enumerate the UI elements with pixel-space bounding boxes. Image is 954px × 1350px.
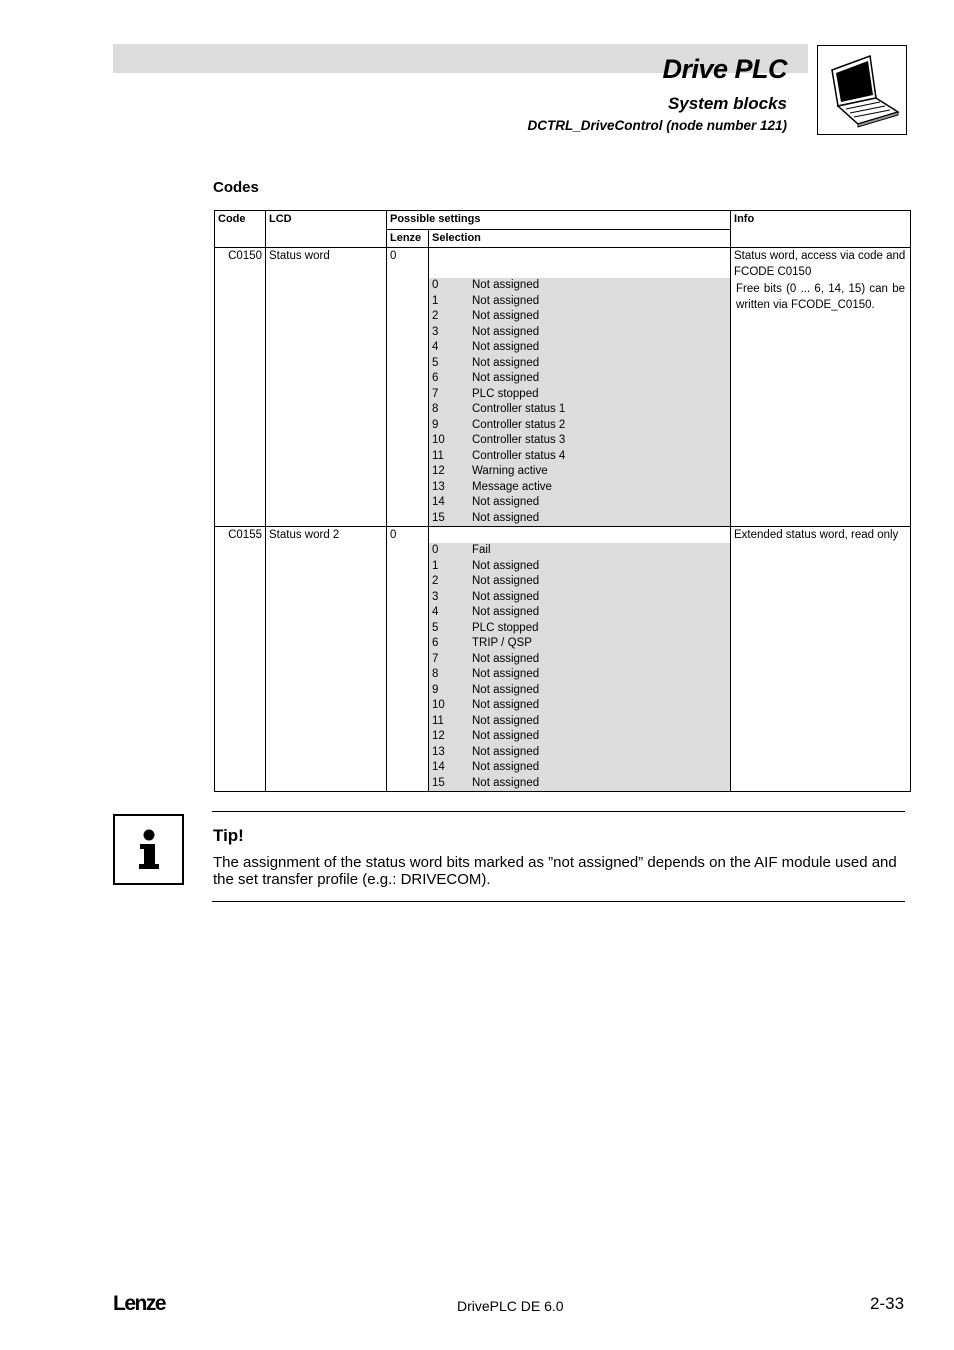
lcd-cell: Status word — [266, 248, 387, 527]
list-item — [429, 745, 730, 761]
bit-label: Controller status 4 — [472, 449, 566, 462]
bit-label: Not assigned — [472, 590, 540, 603]
bit-number: 4 — [432, 341, 439, 353]
bit-number: 12 — [432, 730, 445, 742]
info-icon — [113, 814, 184, 885]
list-item — [429, 340, 730, 356]
list-item — [429, 511, 730, 527]
list-item — [429, 590, 730, 606]
bit-label: Fail — [472, 544, 491, 556]
list-item — [429, 652, 730, 668]
list-item — [429, 543, 730, 559]
list-item — [429, 309, 730, 325]
svg-text:Lenze: Lenze — [113, 1292, 166, 1315]
table-row — [215, 248, 911, 527]
info-text: Status word, access via code and FCODE C0150 — [734, 250, 906, 278]
selection-spacer — [429, 527, 730, 543]
laptop-icon — [817, 45, 907, 135]
info-cell — [731, 248, 911, 527]
col-lcd-header: LCD — [266, 211, 387, 248]
bit-label: Not assigned — [472, 356, 540, 369]
bit-label: Not assigned — [472, 279, 540, 291]
bit-label: Not assigned — [472, 745, 540, 758]
lcd-cell: Status word 2 — [266, 527, 387, 792]
bit-label: Controller status 1 — [472, 403, 566, 415]
bit-number: 7 — [432, 387, 439, 400]
list-item — [429, 729, 730, 745]
list-item — [429, 356, 730, 372]
bit-number: 2 — [432, 575, 439, 587]
section-title: DCTRL_DriveControl (node number 121) — [527, 118, 787, 133]
list-item — [429, 325, 730, 341]
bit-number: 10 — [432, 434, 445, 446]
bit-label: Message active — [472, 480, 552, 493]
bit-label: Not assigned — [472, 683, 540, 696]
col-info-header: Info — [731, 211, 911, 248]
list-item — [429, 605, 730, 621]
list-item — [429, 433, 730, 449]
bit-label: Controller status 2 — [472, 418, 566, 431]
bit-number: 8 — [432, 668, 439, 680]
bit-number: 1 — [432, 559, 439, 572]
bit-number: 6 — [432, 372, 439, 384]
list-item — [429, 278, 730, 294]
lenze-logo — [113, 1291, 183, 1320]
footer-doc-title: DrivePLC DE 6.0 — [457, 1298, 564, 1314]
bit-number: 1 — [432, 294, 439, 307]
bit-label: Not assigned — [472, 668, 540, 680]
list-item — [429, 636, 730, 652]
bit-number: 2 — [432, 310, 439, 322]
bit-number: 11 — [432, 714, 444, 727]
bit-label: Not assigned — [472, 699, 540, 711]
selection-list — [429, 278, 730, 526]
info-note: Free bits (0 ... 6, 14, 15) can be written via FCODE_C0150. — [736, 283, 906, 311]
list-item — [429, 683, 730, 699]
tip-bottom-rule — [212, 901, 905, 902]
col-possible-header: Possible settings — [387, 211, 731, 230]
list-item — [429, 449, 730, 465]
codes-heading: Codes — [213, 179, 259, 196]
bit-number: 3 — [432, 590, 439, 603]
list-item — [429, 402, 730, 418]
tip-top-rule — [212, 811, 905, 812]
codes-table — [214, 210, 911, 792]
list-item — [429, 418, 730, 434]
list-item — [429, 559, 730, 575]
bit-label: Not assigned — [472, 606, 540, 618]
bit-number: 5 — [432, 621, 439, 634]
col-lenze-header: Lenze — [387, 229, 429, 248]
bit-number: 15 — [432, 776, 445, 789]
bit-number: 5 — [432, 356, 439, 369]
bit-label: Not assigned — [472, 511, 540, 524]
list-item — [429, 480, 730, 496]
code-cell: C0150 — [215, 248, 266, 527]
bit-label: Warning active — [472, 465, 548, 477]
bit-label: Not assigned — [472, 714, 540, 727]
bit-label: Not assigned — [472, 730, 540, 742]
list-item — [429, 621, 730, 637]
bit-number: 14 — [432, 761, 445, 773]
list-item — [429, 371, 730, 387]
lenze-cell: 0 — [387, 527, 429, 792]
bit-number: 14 — [432, 496, 445, 508]
list-item — [429, 574, 730, 590]
col-selection-header: Selection — [429, 229, 731, 248]
col-code-header: Code — [215, 211, 266, 248]
bit-number: 11 — [432, 449, 444, 462]
bit-number: 3 — [432, 325, 439, 338]
list-item — [429, 698, 730, 714]
bit-number: 12 — [432, 465, 445, 477]
list-item — [429, 464, 730, 480]
bit-label: Not assigned — [472, 325, 540, 338]
chapter-subtitle: System blocks — [667, 94, 787, 113]
list-item — [429, 294, 730, 310]
bit-label: TRIP / QSP — [472, 637, 532, 649]
bit-label: PLC stopped — [472, 387, 539, 400]
tip-text: The assignment of the status word bits marked as ”not assigned” depends on the AIF module used and the set transfer profile (e.g.: DRIVECOM). — [213, 854, 897, 888]
bit-label: Not assigned — [472, 372, 540, 384]
code-cell: C0155 — [215, 527, 266, 792]
bit-label: Not assigned — [472, 776, 540, 789]
list-item — [429, 387, 730, 403]
bit-label: Not assigned — [472, 575, 540, 587]
bit-number: 7 — [432, 652, 439, 665]
bit-label: Not assigned — [472, 761, 540, 773]
bit-label: Not assigned — [472, 310, 540, 322]
selection-cell — [429, 248, 731, 527]
bit-number: 10 — [432, 699, 445, 711]
bit-label: Not assigned — [472, 341, 540, 353]
tip-heading: Tip! — [213, 826, 244, 845]
bit-number: 13 — [432, 745, 445, 758]
bit-label: Controller status 3 — [472, 434, 566, 446]
bit-number: 15 — [432, 511, 445, 524]
table-row — [215, 527, 911, 792]
bit-label: Not assigned — [472, 652, 540, 665]
bit-number: 8 — [432, 403, 439, 415]
list-item — [429, 776, 730, 792]
page-number: 2-33 — [870, 1294, 905, 1313]
bit-number: 0 — [432, 279, 439, 291]
bit-label: Not assigned — [472, 496, 540, 508]
bit-number: 4 — [432, 606, 439, 618]
lenze-cell: 0 — [387, 248, 429, 527]
table-header-row — [215, 211, 911, 230]
info-cell — [731, 527, 911, 792]
bit-number: 0 — [432, 544, 439, 556]
bit-number: 9 — [432, 683, 439, 696]
info-text: Extended status word, read only — [734, 529, 899, 541]
bit-label: PLC stopped — [472, 621, 539, 634]
list-item — [429, 760, 730, 776]
list-item — [429, 495, 730, 511]
bit-number: 6 — [432, 637, 439, 649]
bit-number: 9 — [432, 418, 439, 431]
selection-cell — [429, 527, 731, 792]
bit-label: Not assigned — [472, 294, 540, 307]
list-item — [429, 714, 730, 730]
list-item — [429, 667, 730, 683]
bit-number: 13 — [432, 480, 445, 493]
selection-spacer — [429, 248, 730, 278]
page-title: Drive PLC — [662, 54, 787, 84]
bit-label: Not assigned — [472, 559, 540, 572]
selection-list — [429, 543, 730, 791]
